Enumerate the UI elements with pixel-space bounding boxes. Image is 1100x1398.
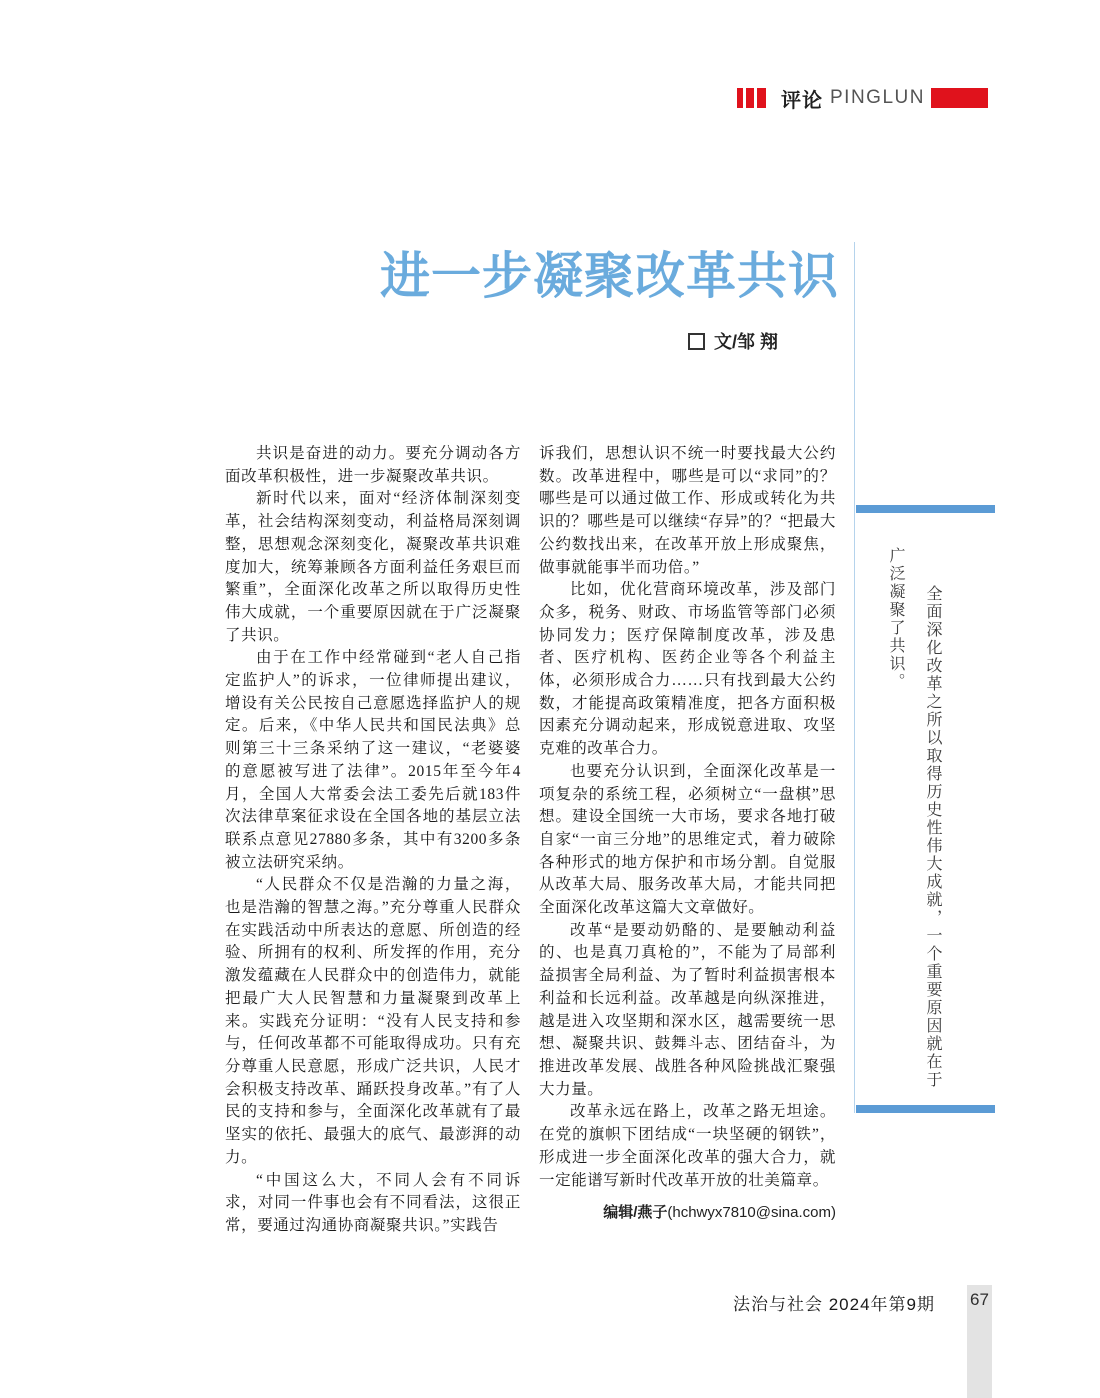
byline-author: 文/邹 翔	[714, 332, 779, 352]
body-paragraph: 改革“是要动奶酪的、是要触动利益的、也是真刀真枪的”，不能为了局部利益损害全局利益、为了暂时利益损害根本利益和长远利益。改革越是向纵深推进，越是进入攻坚期和深水区，越需要统一思想、凝聚共识、鼓舞斗志、团结奋斗，为推进改革发展、战胜各种风险挑战汇聚强大力量。	[539, 921, 836, 1098]
section-marker-block-icon	[931, 88, 988, 108]
body-paragraph: “人民群众不仅是浩瀚的力量之海，也是浩瀚的智慧之海。”充分尊重人民群众在实践活动中所表达的意愿、所创造的经验、所拥有的权利、所发挥的作用，充分激发蕴藏在人民群众中的创造伟力，就能把最广大人民智慧和力量凝聚到改革上来。实践充分证明：“没有人民支持和参与，任何改革都不可能取得成功。只有充分尊重人民意愿，形成广泛共识，人民才会积极支持改革、踊跃投身改革。”有了人民的支持和参与，全面深化改革就有了最坚实的依托、最强大的底气、最澎湃的动力。	[225, 876, 521, 1166]
section-name-cn: 评论	[781, 89, 823, 112]
editor-email: (hchwyx7810@sina.com)	[667, 1204, 836, 1222]
right-column-paragraphs	[539, 443, 836, 1192]
section-name-en: PINGLUN	[830, 87, 925, 108]
byline	[688, 328, 778, 354]
pull-quote-text: 全面深化改革之所以取得历史性伟大成就，一个重要原因就在于	[924, 585, 941, 1089]
article-title: 进一步凝聚改革共识	[380, 248, 839, 304]
section-marker-bars-icon	[737, 88, 766, 108]
pull-quote	[884, 547, 944, 1099]
body-paragraph: 改革永远在路上，改革之路无坦途。在党的旗帜下团结成“一块坚硬的钢铁”，形成进一步全面深化改革的强大合力，就一定能谱写新时代改革开放的壮美篇章。	[539, 1103, 836, 1189]
section-header	[737, 87, 925, 112]
journal-issue-footer: 法治与社会 2024年第9期	[733, 1295, 935, 1314]
right-column	[539, 443, 836, 1222]
left-column	[225, 443, 521, 1238]
page-number: 67	[970, 1290, 989, 1309]
body-paragraph: 新时代以来，面对“经济体制深刻变革，社会结构深刻变动，利益格局深刻调整，思想观念深刻变化，凝聚改革共识难度加大，统筹兼顾各方面利益任务艰巨而繁重”，全面深化改革之所以取得历史性伟大成就，一个重要原因就在于广泛凝聚了共识。	[225, 490, 521, 644]
editor-credit	[539, 1201, 836, 1222]
red-bar-icon	[746, 88, 754, 108]
body-paragraph: 比如，优化营商环境改革，涉及部门众多，税务、财政、市场监管等部门必须协同发力；医疗保障制度改革，涉及患者、医疗机构、医药企业等各个利益主体，必须形成合力……只有找到最大公约数，才能提高政策精准度，把各方面积极因素充分调动起来，形成锐意进取、攻坚克难的改革合力。	[539, 581, 836, 758]
pull-quote-top-bar	[856, 505, 995, 513]
editor-name: 编辑/燕子	[603, 1204, 668, 1222]
red-bar-icon	[757, 88, 766, 108]
pull-quote-bottom-bar	[856, 1105, 995, 1113]
red-bar-icon	[737, 88, 743, 108]
body-paragraph: 诉我们，思想认识不统一时要找最大公约数。改革进程中，哪些是可以“求同”的？哪些是可以通过做工作、形成或转化为共识的？哪些是可以继续“存异”的？“把最大公约数找出来，在改革开放上形成聚焦，做事就能事半而功倍。”	[539, 445, 836, 576]
pull-quote-text: 广泛凝聚了共识。	[887, 547, 904, 691]
body-paragraph: 也要充分认识到，全面深化改革是一项复杂的系统工程，必须树立“一盘棋”思想。建设全国统一大市场，要求各地打破自家“一亩三分地”的思维定式，着力破除各种形式的地方保护和市场分割。自觉服从改革大局、服务改革大局，才能共同把全面深化改革这篇大文章做好。	[539, 762, 836, 917]
body-paragraph: 由于在工作中经常碰到“老人自己指定监护人”的诉求，一位律师提出建议，增设有关公民按自己意愿选择监护人的规定。后来，《中华人民共和国民法典》总则第三十三条采纳了这一建议，“老婆婆的意愿被写进了法律”。2015年至今年4月，全国人大常委会法工委先后就183件次法律草案征求设在全国各地的基层立法联系点意见27880多条，其中有3200多条被立法研究采纳。	[225, 649, 521, 871]
sidebar-vertical-rule	[854, 242, 855, 1113]
body-paragraph: 共识是奋进的动力。要充分调动各方面改革积极性，进一步凝聚改革共识。	[225, 445, 521, 485]
byline-square-icon	[688, 333, 705, 350]
body-paragraph: “中国这么大，不同人会有不同诉求，对同一件事也会有不同看法，这很正常，要通过沟通协商凝聚共识。”实践告	[225, 1171, 521, 1234]
